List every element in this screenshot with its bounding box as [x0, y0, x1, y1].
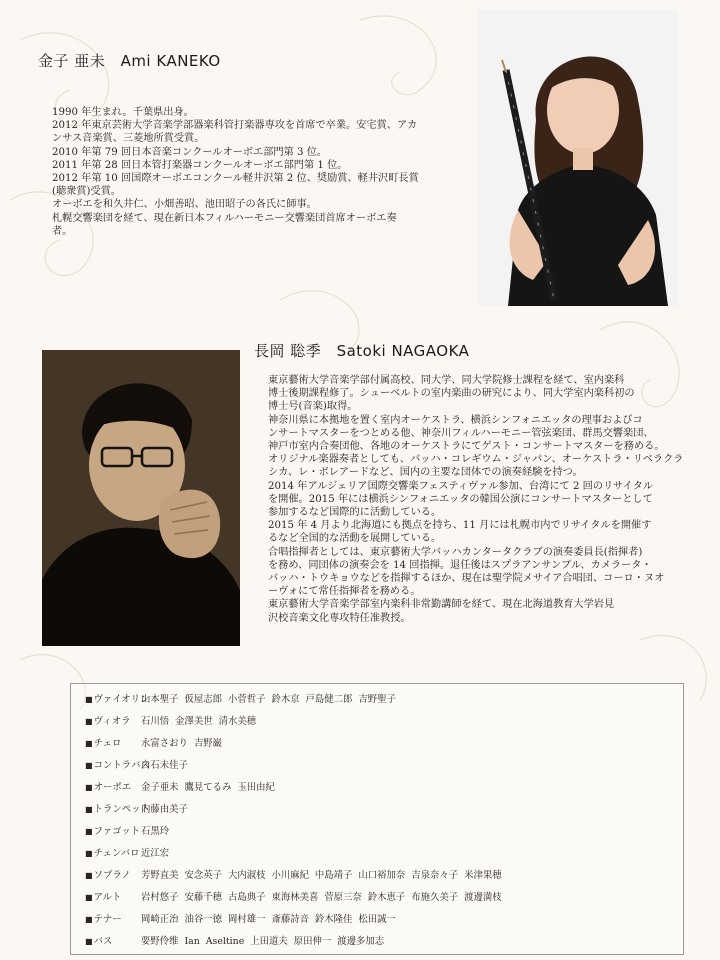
bio-line: 沢校音楽文化専攻特任准教授。: [268, 612, 411, 624]
nagaoka-biography: [268, 374, 698, 625]
roster-row: [85, 845, 169, 863]
roster-row: [85, 889, 502, 907]
kaneko-name-heading: [38, 50, 221, 71]
roster-row: [85, 779, 275, 797]
roster-members: 永富さおり 吉野巌: [141, 738, 222, 749]
nagaoka-name-ja: 長岡 聡季: [254, 342, 322, 360]
roster-part: ■ コントラバス: [85, 757, 141, 775]
bio-line: 2010 年第 79 回日本音楽コンクールオーボエ部門第 3 位。: [52, 146, 328, 158]
roster-members: 岡崎正治 油谷一徳 岡村雄一 斎藤詩音 鈴木隆佳 松田誠一: [141, 914, 396, 925]
roster-members: 要野伶维 Ian Aseltine 上田道夫 原田伸一 渡邊多加志: [141, 936, 385, 947]
roster-members: 芳野直美 安念英子 大内淑枝 小川麻紀 中島靖子 山口裕加奈 吉泉奈々子 米津果穂: [141, 870, 502, 881]
bio-line: 博士号(音楽)取得。: [268, 401, 358, 413]
roster-part: ■ ヴィオラ: [85, 713, 141, 731]
nagaoka-portrait-photo: [42, 350, 240, 646]
roster-members: 山本聖子 仮屋志郎 小菅哲子 鈴木京 戸島健二郎 吉野聖子: [141, 694, 396, 705]
bio-line: ンサス音楽賞、三菱地所賞受賞。: [52, 133, 205, 145]
bio-line: 1990 年生まれ。千葉県出身。: [52, 107, 194, 118]
roster-row: [85, 823, 169, 841]
roster-members: 岩村悠子 安藤千穂 古島典子 東海林美喜 菅原三奈 鈴木恵子 布施久美子 渡邊満枝: [141, 892, 502, 903]
bio-line: 2014 年アルジェリア国際交響楽フェスティヴァル参加、台湾にて 2 回のリサイタル: [268, 480, 654, 492]
bio-line: (聴衆賞)受賞。: [52, 186, 122, 198]
roster-part: ■ チェンバロ: [85, 845, 141, 863]
bio-line: 者。: [52, 225, 73, 237]
roster-row: [85, 933, 384, 951]
nagaoka-name-en: Satoki NAGAOKA: [336, 342, 470, 360]
roster-members: 金子亜未 鷹見てるみ 玉田由紀: [141, 782, 275, 793]
roster-part: ■ テナー: [85, 911, 141, 929]
violinist-portrait-illustration: [42, 350, 240, 646]
bio-line: 東京藝術大学音楽学部室内楽科非常勤講師を経て、現在北海道教育大学岩見: [268, 599, 615, 611]
roster-row: [85, 911, 396, 929]
bio-line: オーボエを和久井仁、小畑善昭、池田昭子の各氏に師事。: [52, 199, 317, 211]
roster-part: ■ オーボエ: [85, 779, 141, 797]
bio-line: 神戸市室内合奏団他、各地のオーケストラにてゲスト・コンサートマスターを務める。: [268, 441, 665, 453]
bio-line: 2012 年第 10 回国際オーボエコンクール軽井沢第 2 位、奨励賞、軽井沢町長賞: [52, 173, 419, 185]
roster-row: [85, 735, 222, 753]
roster-row: [85, 757, 188, 775]
bio-line: を務め、同団体の演奏会を 14 回指揮。退任後はスプラアンサンブル、カメラータ・: [268, 559, 652, 571]
roster-members: 石川悟 金澤美世 清水美穂: [141, 716, 257, 727]
roster-part: ■ チェロ: [85, 735, 141, 753]
bio-line: オリジナル楽器奏者としても、バッハ・コレギウム・ジャパン、オーケストラ・リベラクラ: [268, 454, 684, 466]
bio-line: 神奈川県に本拠地を置く室内オーケストラ、横浜シンフォニエッタの理事およびコ: [268, 414, 643, 426]
oboist-portrait-illustration: [478, 10, 678, 306]
bio-line: シカ、レ・ボレアードなど、国内の主要な団体での演奏経験を持つ。: [268, 467, 583, 479]
bio-line: 2015 年 4 月より北海道にも拠点を持ち、11 月には札幌市内でリサイタルを開催す: [268, 520, 652, 532]
kaneko-portrait-photo: [478, 10, 678, 306]
roster-part: ■ ソプラノ: [85, 867, 141, 885]
roster-part: ■ トランペット: [85, 801, 141, 819]
kaneko-name-en: Ami KANEKO: [120, 52, 221, 70]
nagaoka-name-heading: [254, 340, 469, 361]
performer-roster: [70, 683, 684, 955]
roster-members: 内藤由美子: [141, 804, 188, 815]
roster-row: [85, 713, 256, 731]
bio-line: 札幌交響楽団を経て、現在新日本フィルハーモニー交響楽団首席オーボエ奏: [52, 212, 397, 224]
bio-line: 博士後期課程修了。シューベルトの室内楽曲の研究により、同大学室内楽科初の: [268, 388, 635, 400]
roster-part: ■ バス: [85, 933, 141, 951]
roster-row: [85, 801, 188, 819]
bio-line: ーヴォにて常任指揮者を務める。: [268, 586, 421, 598]
bio-line: を開催。2015 年には横浜シンフォニエッタの韓国公演にコンサートマスターとして: [268, 493, 653, 505]
kaneko-biography: [52, 106, 472, 238]
roster-part: ■ アルト: [85, 889, 141, 907]
roster-members: 近江宏: [141, 848, 170, 859]
bio-line: 東京藝術大学音楽学部付属高校、同大学、同大学院修士課程を経て、室内楽科: [268, 375, 625, 386]
bio-line: るなど全国的な活動を展開している。: [268, 533, 442, 545]
roster-members: 白石未佳子: [141, 760, 188, 771]
bio-line: 参加するなど国際的に活動している。: [268, 507, 442, 519]
roster-part: ■ ヴァイオリン: [85, 691, 141, 709]
roster-row: [85, 867, 502, 885]
bio-line: ンサートマスターをつとめる他、神奈川フィルハーモニー管弦楽団、群馬交響楽団、: [268, 427, 654, 439]
bio-line: 合唱指揮者としては、東京藝術大学バッハカンタータクラブの演奏委員長(指揮者): [268, 546, 643, 558]
bio-line: 2011 年第 28 回日本管打楽器コンクールオーボエ部門第 1 位。: [52, 159, 348, 171]
bio-line: バッハ・トウキョウなどを指揮するほか、現在は聖学院メサイア合唱団、コーロ・ヌオ: [268, 573, 665, 585]
kaneko-name-ja: 金子 亜未: [38, 52, 106, 70]
roster-row: [85, 691, 396, 709]
bio-line: 2012 年東京芸術大学音楽学部器楽科管打楽器専攻を首席で卒業。安宅賞、アカ: [52, 120, 418, 132]
roster-members: 石黒玲: [141, 826, 170, 837]
roster-part: ■ ファゴット: [85, 823, 141, 841]
